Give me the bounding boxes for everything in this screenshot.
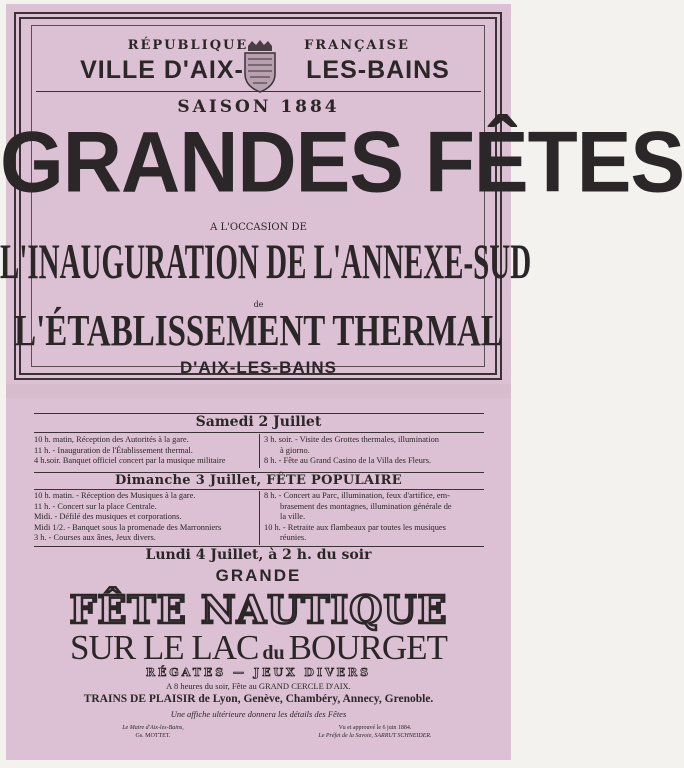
day1-right-item: 3 h. soir. - Visite des Grottes thermales, illumination	[264, 435, 439, 444]
main-title: GRANDES FÊTES	[0, 114, 684, 211]
trains-text: TRAINS DE PLAISIR de Lyon, Genève, Chambéry, Annecy, Grenoble.	[83, 693, 434, 705]
day2-right-item: réunies.	[280, 533, 307, 543]
day1-heading: Samedi 2 Juillet	[195, 414, 322, 430]
ville-left: VILLE D'AIX-	[80, 56, 244, 84]
day2-divider	[259, 491, 260, 545]
day1-divider	[259, 434, 260, 468]
day2-left	[34, 491, 256, 544]
place-text: D'AIX-LES-BAINS	[180, 358, 337, 377]
day2-right-item: 10 h. - Retraite aux flambeaux par toutes les musiques	[264, 522, 446, 532]
inauguration-text: L'INAUGURATION DE L'ANNEXE-SUD	[0, 235, 532, 290]
day1-left-item: 10 h. matin, Réception des Autorités à la gare.	[34, 435, 189, 444]
day2-left-item: Midi 1/2. - Banquet sous la promenade des Marronniers	[34, 522, 222, 532]
affiche-text: Une affiche ultérieure donnera les détails des Fêtes	[170, 709, 347, 719]
approval-date: Vu et approuvé le 6 juin 1884.	[338, 725, 412, 731]
regates-text: RÉGATES — JEUX DIVERS	[145, 666, 372, 679]
day1-left	[34, 435, 256, 467]
day1-right	[264, 435, 489, 467]
day1-rule	[34, 432, 484, 433]
season-text: SAISON 1884	[177, 97, 340, 117]
day1-right-item: 8 h. - Fête au Grand Casino de la Villa des Fleurs.	[264, 456, 432, 466]
de-text: de	[253, 300, 264, 309]
footer-left	[98, 724, 208, 740]
republique-text: RÉPUBLIQUE	[127, 38, 249, 53]
day1-right-item: à giorno.	[280, 445, 310, 455]
day2-right-item: la ville.	[280, 512, 306, 522]
footer-right	[290, 724, 460, 740]
day2-right-item: brasement des montagnes, illumination générale de	[280, 501, 452, 511]
day2-right-item: 8 h. - Concert au Parc, illumination, feux d'artifice, em-	[264, 491, 450, 500]
francaise-text: FRANÇAISE	[304, 38, 410, 53]
grande-text: GRANDE	[215, 566, 302, 585]
day3-heading: Lundi 4 Juillet, à 2 h. du soir	[145, 547, 372, 563]
day2-heading: Dimanche 3 Juillet, FÊTE POPULAIRE	[114, 473, 402, 488]
day2-left-item: 10 h. matin. - Réception des Musiques à la gare.	[34, 491, 196, 500]
lac-line	[0, 628, 517, 668]
mayor-title: Le Maire d'Aix-les-Bains,	[122, 725, 184, 731]
header-rule	[36, 91, 481, 92]
day2-right	[264, 491, 489, 544]
day2-left-item: Midi. - Défilé des musiques et corporations.	[34, 512, 182, 522]
coat-of-arms-icon	[240, 40, 280, 94]
occasion-text: A L'OCCASION DE	[210, 222, 307, 233]
ville-right: LES-BAINS	[306, 56, 450, 84]
mayor-name: Gs. MOTTET.	[135, 733, 171, 739]
soir-text: A 8 heures du soir, Fête au GRAND CERCLE D'AIX.	[166, 681, 351, 691]
lac-b: BOURGET	[288, 628, 447, 667]
day2-left-item: 3 h. - Courses aux ânes, Jeux divers.	[34, 533, 156, 543]
lac-a: SUR LE LAC	[70, 628, 259, 667]
etablissement-text: L'ÉTABLISSEMENT THERMAL	[14, 307, 503, 356]
day1-left-item: 11 h. - Inauguration de l'Établissement thermal.	[34, 445, 193, 455]
day2-rule	[34, 489, 484, 490]
fete-nautique-text: FÊTE NAUTIQUE	[69, 587, 448, 632]
day1-left-item: 4 h.soir. Banquet officiel concert par la musique militaire	[34, 456, 226, 466]
lac-du: du	[262, 642, 285, 664]
day2-left-item: 11 h. - Concert sur la place Centrale.	[34, 501, 157, 511]
paper-fold	[6, 384, 511, 398]
prefect-name: Le Préfet de la Savoie, SARRUT SCHNEIDER.	[318, 733, 432, 739]
